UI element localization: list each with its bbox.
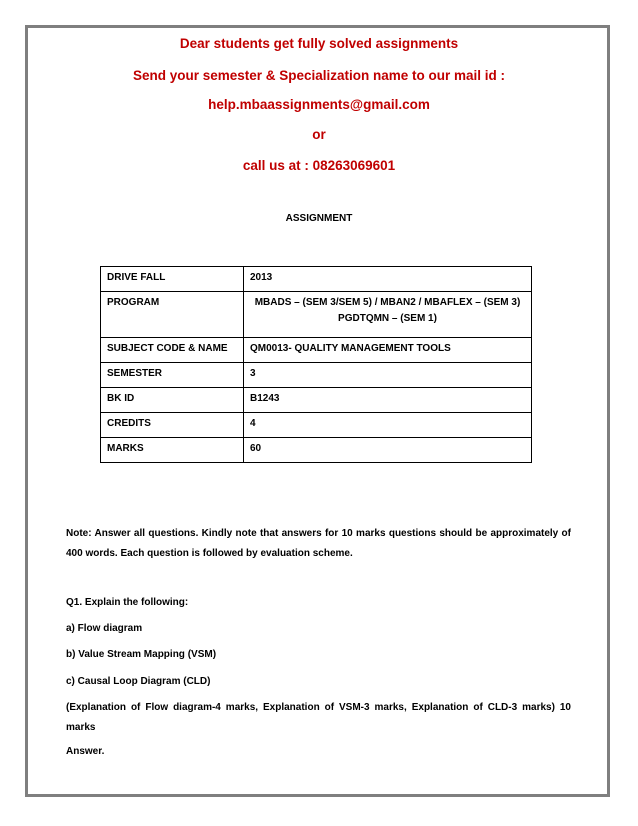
table-row — [101, 363, 532, 388]
row-value: 4 — [244, 413, 532, 438]
program-line-1: MBADS – (SEM 3/SEM 5) / MBAN2 / MBAFLEX – (SEM 3) — [254, 297, 521, 308]
row-label: SEMESTER — [101, 363, 244, 388]
table-row — [101, 292, 532, 338]
table-row — [101, 438, 532, 463]
question-1-part-c: c) Causal Loop Diagram (CLD) — [66, 676, 211, 687]
table-row — [101, 338, 532, 363]
row-value: 60 — [244, 438, 532, 463]
evaluation-scheme: (Explanation of Flow diagram-4 marks, Explanation of VSM-3 marks, Explanation of CLD-3 marks) 10 marks — [66, 702, 571, 733]
assignment-info-table — [100, 266, 532, 463]
question-1-heading: Q1. Explain the following: — [66, 597, 189, 608]
row-label: BK ID — [101, 388, 244, 413]
row-label: PROGRAM — [101, 292, 244, 338]
promo-line-1: Dear students get fully solved assignments — [179, 36, 459, 51]
row-label: DRIVE FALL — [101, 267, 244, 292]
table-row — [101, 388, 532, 413]
row-value: QM0013- QUALITY MANAGEMENT TOOLS — [244, 338, 532, 363]
row-label: SUBJECT CODE & NAME — [101, 338, 244, 363]
row-value: 3 — [244, 363, 532, 388]
question-1-part-b: b) Value Stream Mapping (VSM) — [66, 649, 217, 660]
assignment-title: ASSIGNMENT — [285, 213, 353, 224]
program-line-2: PGDTQMN – (SEM 1) — [338, 313, 437, 324]
promo-line-2: Send your semester & Specialization name to our mail id : — [132, 68, 506, 83]
row-value: 2013 — [244, 267, 532, 292]
row-value: B1243 — [244, 388, 532, 413]
promo-or: or — [312, 127, 326, 142]
note-paragraph: Note: Answer all questions. Kindly note that answers for 10 marks questions should be approximately of 400 words. Each question is followed by evaluation scheme. — [66, 528, 571, 559]
table-row — [101, 413, 532, 438]
row-value — [244, 292, 532, 338]
answer-label: Answer. — [66, 746, 105, 757]
row-label: MARKS — [101, 438, 244, 463]
table-row — [101, 267, 532, 292]
promo-phone: call us at : 08263069601 — [242, 158, 396, 173]
row-label: CREDITS — [101, 413, 244, 438]
promo-email: help.mbaassignments@gmail.com — [208, 97, 430, 112]
question-1-part-a: a) Flow diagram — [66, 623, 143, 634]
